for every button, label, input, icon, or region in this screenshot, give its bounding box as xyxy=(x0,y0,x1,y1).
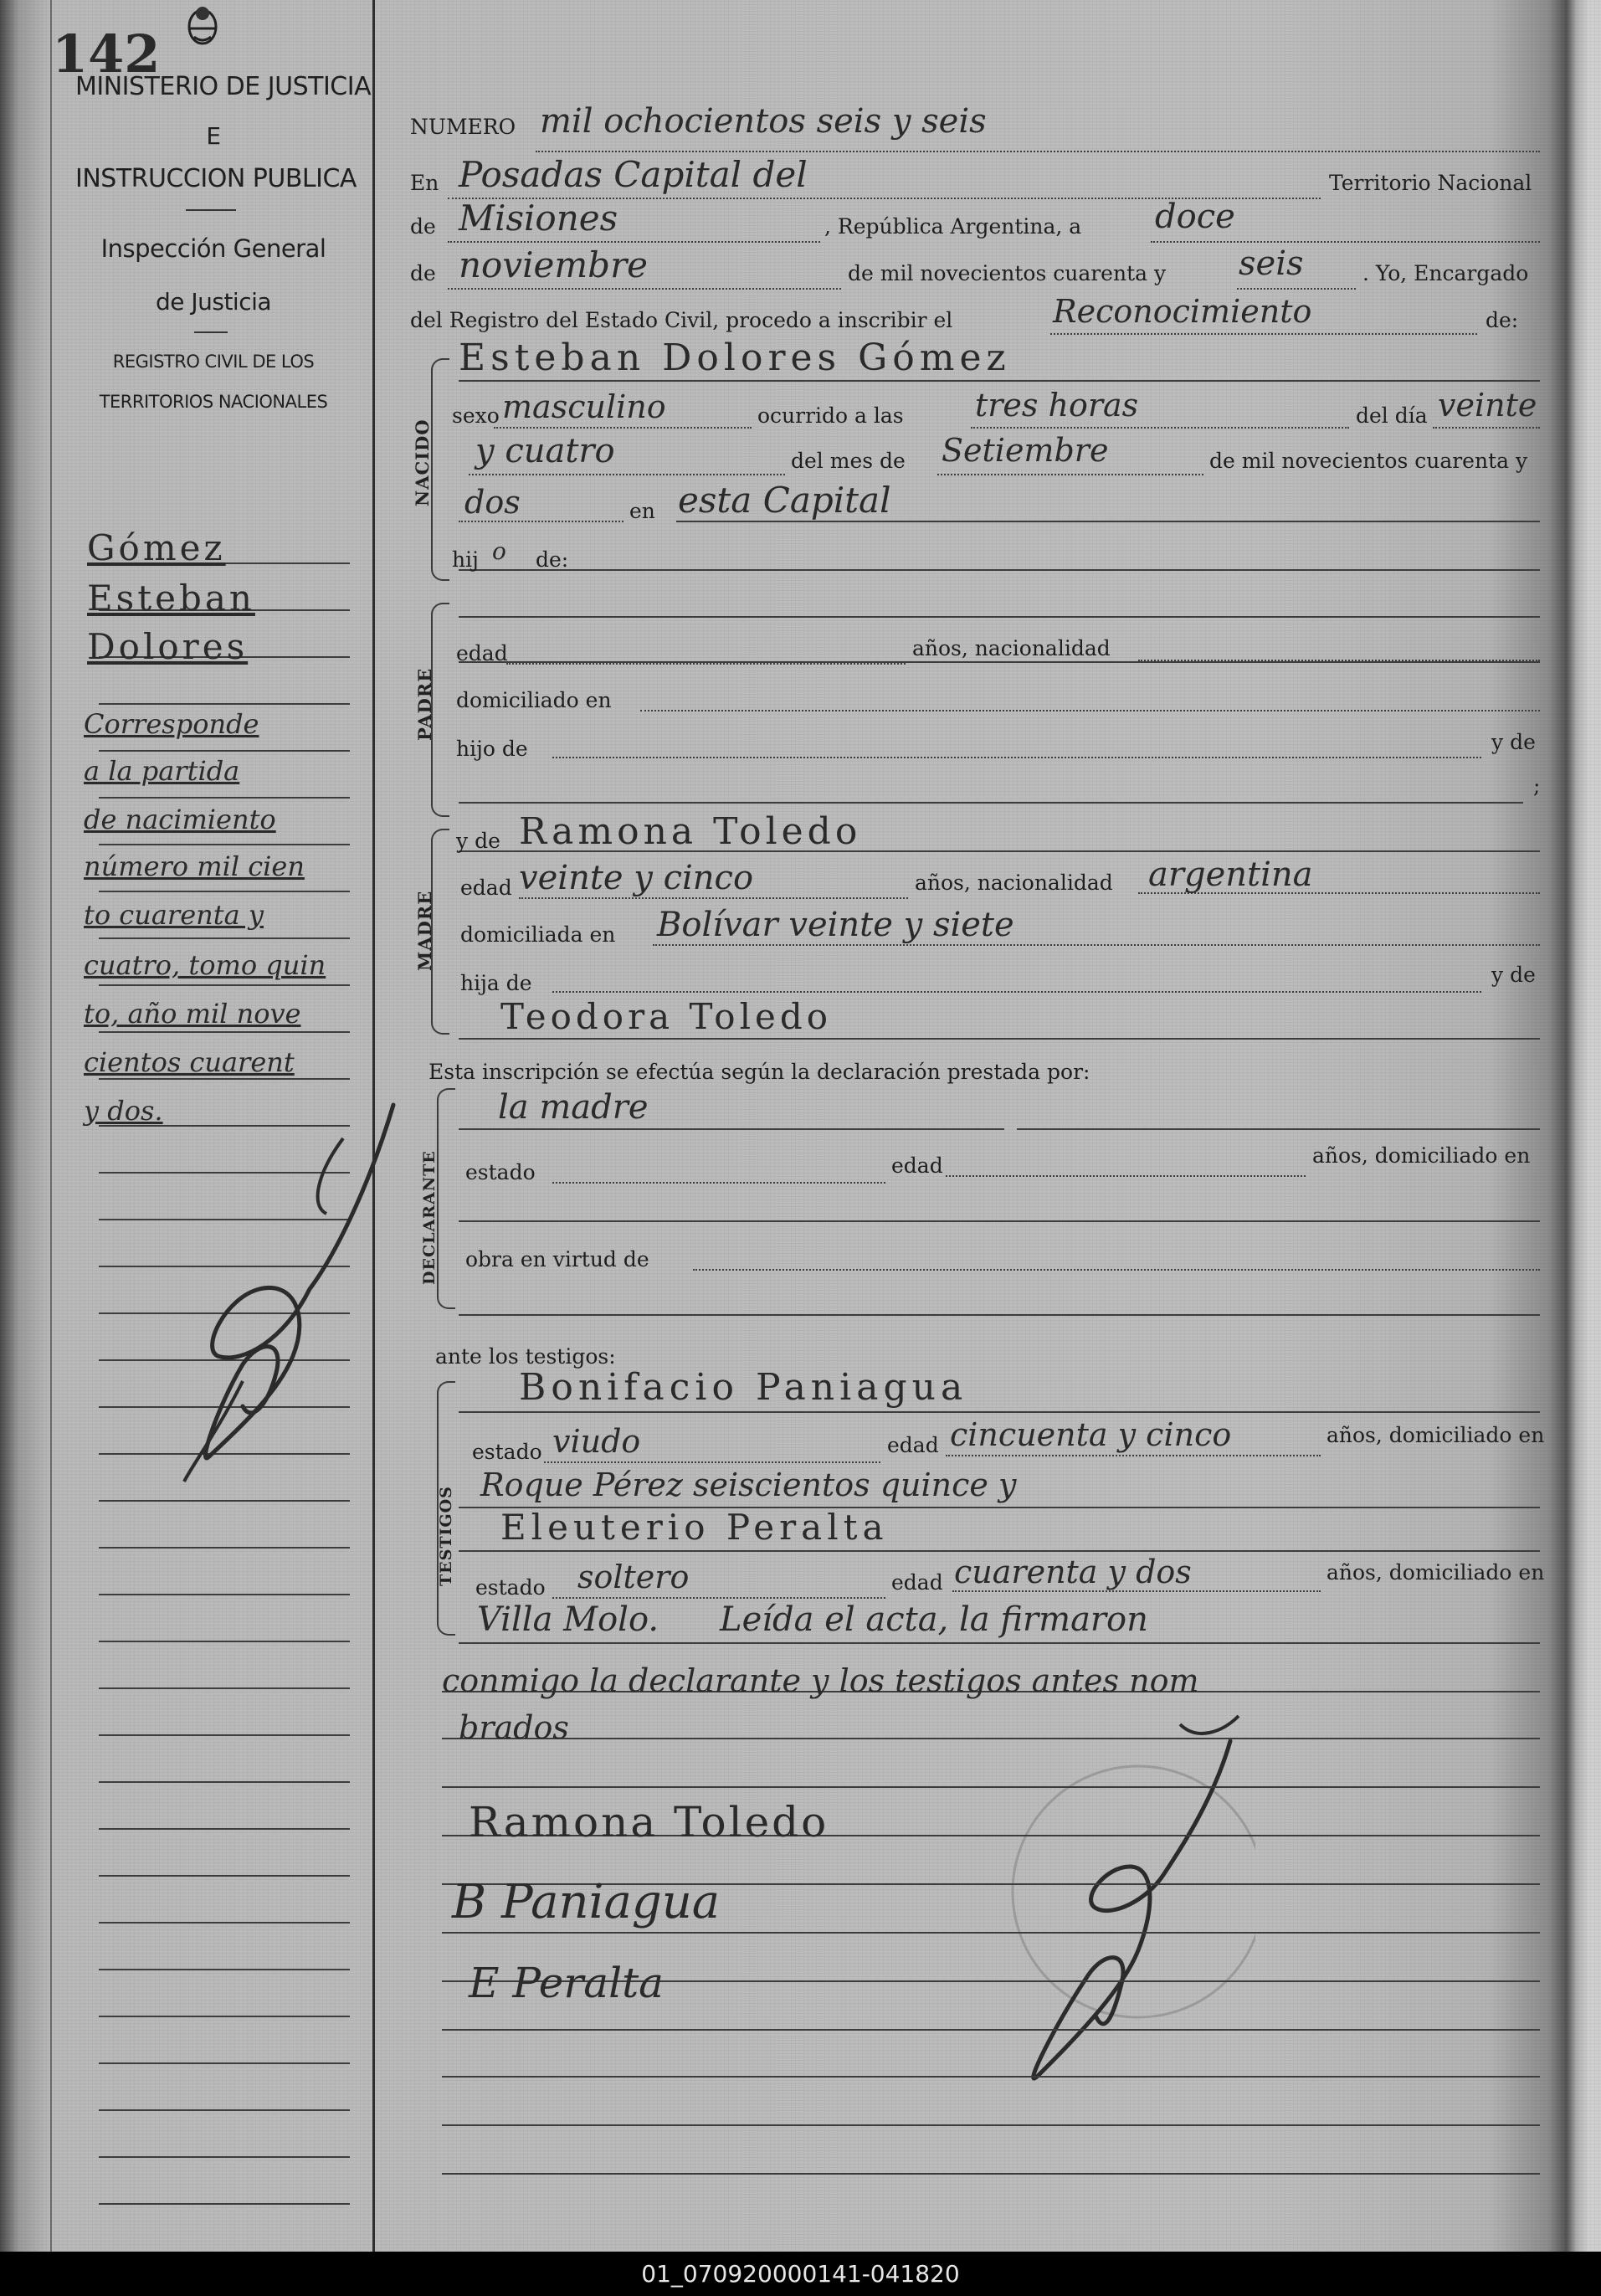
margin-rule-line xyxy=(99,1969,350,1970)
madre-y-de-label: y de xyxy=(456,829,500,853)
padre-hijo-de-label: hijo de xyxy=(456,737,528,761)
image-id-footer: 01_070920000141-041820 xyxy=(0,2252,1601,2296)
anio-value: seis xyxy=(1239,244,1304,283)
form-line xyxy=(459,802,1523,804)
republica-label: , República Argentina, a xyxy=(824,214,1082,239)
margin-rule-line xyxy=(99,2109,350,2111)
del-dia-label: del día xyxy=(1356,403,1428,428)
form-line xyxy=(1151,241,1540,243)
padre-label: PADRE xyxy=(414,667,435,741)
declarante-bracket xyxy=(437,1088,455,1309)
margin-rule-line xyxy=(99,1547,350,1549)
margin-note-line: número mil cien xyxy=(84,850,305,882)
numero-value: mil ochocientos seis y seis xyxy=(540,102,987,141)
madre-label: MADRE xyxy=(414,890,435,971)
form-line xyxy=(519,897,908,899)
form-line xyxy=(459,1314,1540,1316)
madre-y-de-label2: y de xyxy=(1491,963,1536,987)
cierre-line3: brados xyxy=(459,1709,569,1746)
hijo-label: hij xyxy=(452,547,479,572)
madre-edad-value: veinte y cinco xyxy=(519,859,754,897)
del-mes-label: del mes de xyxy=(791,449,906,473)
t2-anios-label: años, domiciliado en xyxy=(1326,1560,1545,1585)
dia-value-b: y cuatro xyxy=(475,432,615,470)
declarante-edad-label: edad xyxy=(891,1153,943,1178)
t2-estado: soltero xyxy=(577,1559,690,1595)
margin-rule-line xyxy=(99,1500,350,1502)
nac-anio-value: dos xyxy=(464,484,521,521)
en-label: En xyxy=(410,171,439,195)
de-value: Misiones xyxy=(459,198,618,239)
margin-note-line: Dolores xyxy=(87,626,249,667)
t1-nombre: Bonifacio Paniagua xyxy=(519,1366,968,1409)
testigos-label: TESTIGOS xyxy=(437,1486,455,1586)
ocurrido-label: ocurrido a las xyxy=(757,403,904,428)
header-divider xyxy=(194,331,228,333)
t2-estado-label: estado xyxy=(475,1575,546,1600)
form-line xyxy=(459,1642,1540,1644)
form-line xyxy=(653,944,1540,946)
firma-testigo2: E Peralta xyxy=(469,1959,664,2007)
madre-domicilio-value: Bolívar veinte y siete xyxy=(657,906,1014,944)
madre-domicilio-label: domiciliada en xyxy=(460,922,616,947)
form-line xyxy=(459,1411,1540,1413)
margin-note-line: de nacimiento xyxy=(84,804,276,835)
t1-anios-label: años, domiciliado en xyxy=(1326,1423,1545,1447)
madre-hija-de-label: hija de xyxy=(460,971,532,995)
obra-label: obra en virtud de xyxy=(465,1247,649,1271)
form-line xyxy=(552,1182,885,1184)
margin-rule-line xyxy=(99,797,350,799)
form-line xyxy=(640,710,1540,711)
margin-rule-line xyxy=(99,1687,350,1689)
form-line xyxy=(1433,427,1540,429)
margin-note-line: to cuarenta y xyxy=(84,899,264,931)
mes-value: noviembre xyxy=(459,244,648,285)
margin-signature xyxy=(117,1088,418,1490)
margin-note-line: y dos. xyxy=(84,1095,163,1127)
coat-of-arms-icon xyxy=(184,3,221,47)
form-line xyxy=(442,1786,1540,1788)
ministry-line2: E xyxy=(206,122,221,150)
firma-testigo1: B Paniagua xyxy=(452,1875,721,1929)
margin-rule-line xyxy=(99,1594,350,1595)
margin-rule-line xyxy=(99,750,350,752)
nacido-bracket xyxy=(431,358,449,581)
padre-domicilio-label: domiciliado en xyxy=(456,688,612,712)
form-line xyxy=(459,569,1540,571)
form-line xyxy=(448,241,820,243)
page-number: 142 xyxy=(52,23,161,85)
margin-rule-line xyxy=(99,937,350,939)
testigos-intro: ante los testigos: xyxy=(435,1344,616,1369)
nac-mes-value: Setiembre xyxy=(942,432,1109,469)
margin-rule-line xyxy=(99,2016,350,2017)
numero-label: NUMERO xyxy=(410,115,516,139)
header-divider xyxy=(186,209,236,211)
hijo-de-label: de: xyxy=(536,547,569,572)
margin-rule-line xyxy=(99,2156,350,2158)
margin-rule-line xyxy=(99,2062,350,2064)
de-colon: de: xyxy=(1486,308,1519,332)
lugar-value: esta Capital xyxy=(678,480,891,521)
sexo-value: masculino xyxy=(502,388,666,425)
form-line xyxy=(506,663,906,665)
margin-rule-line xyxy=(99,1734,350,1736)
en-value: Posadas Capital del xyxy=(459,154,808,195)
form-line xyxy=(448,288,841,290)
form-line xyxy=(442,1738,1540,1739)
form-line xyxy=(937,474,1203,475)
nombre-value: Esteban Dolores Gómez xyxy=(459,336,1011,379)
form-line xyxy=(544,1461,880,1463)
form-line xyxy=(946,1455,1321,1456)
t1-domicilio: Roque Pérez seiscientos quince y xyxy=(480,1466,1017,1503)
form-line xyxy=(693,1269,1540,1271)
nac-anio-label: de mil novecientos cuarenta y xyxy=(1209,449,1528,473)
madre-anios-label: años, nacionalidad xyxy=(915,871,1113,895)
form-line xyxy=(442,2173,1540,2175)
form-line xyxy=(1138,660,1540,661)
margin-rule-line xyxy=(99,984,350,986)
form-line xyxy=(442,2076,1540,2078)
margin-rule-line xyxy=(99,1641,350,1642)
registro-label: del Registro del Estado Civil, procedo a inscribir el xyxy=(410,308,953,332)
horas-value: tres horas xyxy=(975,387,1139,424)
madre-padres-value: Teodora Toledo xyxy=(500,996,833,1037)
form-line xyxy=(552,991,1481,993)
t2-nombre: Eleuterio Peralta xyxy=(500,1507,889,1548)
t2-edad-label: edad xyxy=(891,1570,943,1595)
margin-rule-line xyxy=(99,1031,350,1033)
margin-note-line: cuatro, tomo quin xyxy=(84,949,326,981)
form-line xyxy=(469,474,785,475)
registry-line2: TERRITORIOS NACIONALES xyxy=(99,392,328,412)
margin-note-line: a la partida xyxy=(84,755,240,787)
form-line xyxy=(459,616,1540,618)
margin-rule-line xyxy=(99,1922,350,1924)
de-label: de xyxy=(410,214,436,239)
sexo-label: sexo xyxy=(452,403,500,428)
padre-edad-label: edad xyxy=(456,641,508,665)
margin-rule-line xyxy=(99,1828,350,1830)
form-line xyxy=(459,1128,1004,1130)
madre-nombre-value: Ramona Toledo xyxy=(519,810,862,853)
nac-en-label: en xyxy=(629,499,655,523)
margin-rule-line xyxy=(99,1875,350,1877)
margin-note-line: to, año mil nove xyxy=(84,998,301,1030)
madre-nacionalidad-value: argentina xyxy=(1148,855,1313,894)
padre-y-de-label: y de xyxy=(1491,730,1536,754)
form-line xyxy=(442,1932,1540,1934)
firma-declarante: Ramona Toledo xyxy=(469,1798,829,1847)
cierre-line2: conmigo la declarante y los testigos antes nom xyxy=(442,1662,1199,1699)
form-line xyxy=(536,151,1540,152)
margin-note-line: Esteban xyxy=(87,578,255,619)
form-line xyxy=(442,2124,1540,2126)
registry-line1: REGISTRO CIVIL DE LOS xyxy=(112,352,315,372)
dia-value-a: veinte xyxy=(1438,387,1537,424)
margin-rule-line xyxy=(99,1781,350,1783)
form-line xyxy=(971,427,1349,429)
form-line xyxy=(552,757,1481,758)
form-line xyxy=(459,380,1540,382)
declarante-nombre-value: la madre xyxy=(498,1088,649,1127)
de-label-2: de xyxy=(410,261,436,285)
padre-semicolon: ; xyxy=(1533,773,1541,798)
margin-rule-line xyxy=(99,2203,350,2205)
page-edge-line xyxy=(50,0,52,2252)
anio-label: de mil novecientos cuarenta y xyxy=(848,261,1167,285)
form-line xyxy=(1237,288,1356,290)
t1-edad: cincuenta y cinco xyxy=(950,1416,1232,1453)
form-line xyxy=(952,1590,1321,1592)
form-line xyxy=(1017,1128,1540,1130)
declarante-anios-label: años, domiciliado en xyxy=(1312,1143,1531,1168)
cierre-line1: Leída el acta, la firmaron xyxy=(720,1600,1148,1639)
t2-domicilio: Villa Molo. xyxy=(477,1600,659,1639)
form-line xyxy=(459,521,623,522)
form-line xyxy=(459,1550,1540,1552)
acto-value: Reconocimiento xyxy=(1053,293,1312,330)
margin-note-line: Corresponde xyxy=(84,708,259,740)
margin-rule-line xyxy=(99,844,350,845)
form-line xyxy=(442,2029,1540,2031)
form-line xyxy=(552,1597,885,1599)
t1-estado: viudo xyxy=(552,1423,641,1460)
declaracion-label: Esta inscripción se efectúa según la declaración prestada por: xyxy=(428,1060,1090,1084)
declarante-label: DECLARANTE xyxy=(420,1150,439,1285)
form-line xyxy=(459,1220,1540,1222)
yo-label: . Yo, Encargado xyxy=(1362,261,1529,285)
margin-note-line: cientos cuarent xyxy=(84,1046,295,1078)
form-line xyxy=(1050,333,1477,335)
ministry-line3: INSTRUCCION PUBLICA xyxy=(75,164,357,193)
margin-rule-line xyxy=(99,891,350,892)
madre-edad-label: edad xyxy=(460,876,512,900)
padre-anios-label: años, nacionalidad xyxy=(912,636,1111,660)
t1-estado-label: estado xyxy=(472,1440,542,1464)
inspection-line2: de Justicia xyxy=(155,288,272,316)
hijo-suffix: o xyxy=(492,537,506,565)
form-line xyxy=(676,521,1540,522)
declarante-estado-label: estado xyxy=(465,1160,536,1184)
inspection-line1: Inspección General xyxy=(100,234,326,263)
margin-note-line: Gómez xyxy=(87,527,226,568)
margin-rule-line xyxy=(99,703,350,705)
registrar-signature xyxy=(988,1708,1255,2109)
dia-value: doce xyxy=(1155,198,1235,236)
margin-rule-line xyxy=(99,1078,350,1080)
nacido-label: NACIDO xyxy=(412,419,433,506)
ministry-line1: MINISTERIO DE JUSTICIA xyxy=(75,72,372,101)
t1-edad-label: edad xyxy=(887,1433,939,1457)
form-line xyxy=(494,427,752,429)
form-line xyxy=(946,1175,1306,1177)
territorio-label: Territorio Nacional xyxy=(1329,171,1532,195)
form-line xyxy=(459,1038,1540,1040)
t2-edad: cuarenta y dos xyxy=(954,1554,1192,1590)
